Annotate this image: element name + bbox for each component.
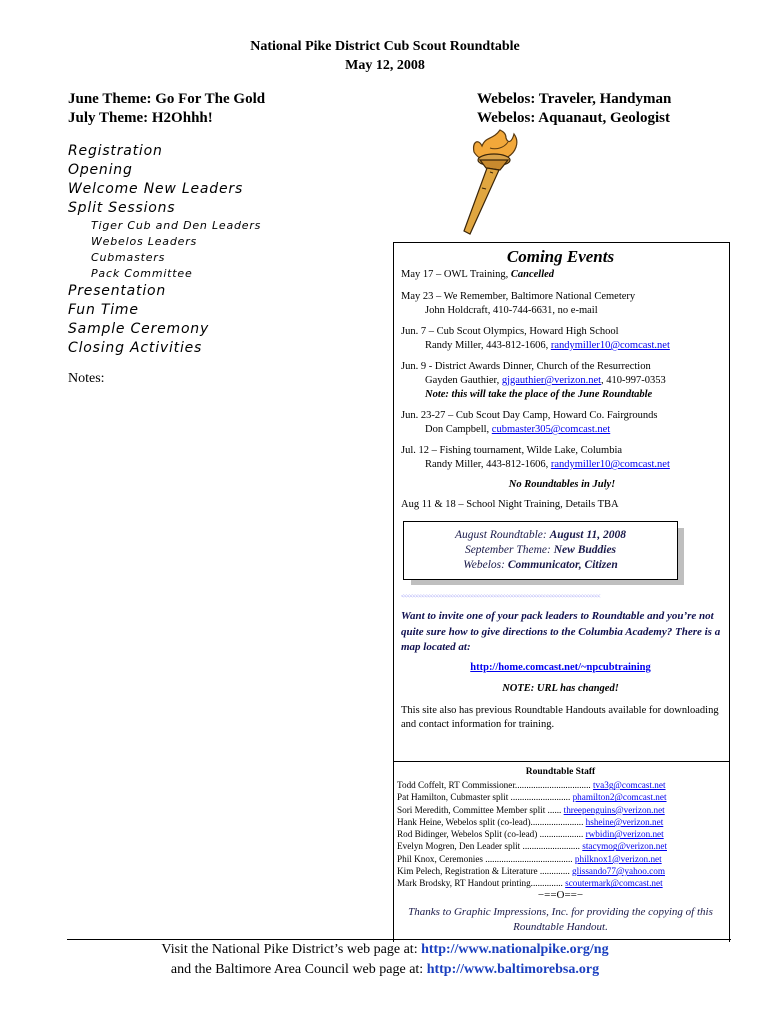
event-contact (401, 374, 723, 388)
event-owl (401, 268, 723, 282)
contact-text: Randy Miller, 443-812-1606, (425, 459, 551, 470)
webelos-july: Webelos: Aquanaut, Geologist (477, 110, 670, 126)
staff-row (397, 853, 723, 865)
event-school-night: Aug 11 & 18 – School Night Training, Details TBA (401, 499, 619, 510)
september-line (404, 543, 677, 558)
june-theme: June Theme: Go For The Gold (68, 91, 266, 107)
session-item: Tiger Cub and Den Leaders (91, 219, 262, 232)
invite-text: Want to invite one of your pack leaders to Roundtable and you’re not quite sure how to give directions to the Columbia Academy? There is a map located at: (401, 610, 721, 653)
agenda-item: Registration (68, 143, 163, 159)
agenda-item: Sample Ceremony (68, 321, 210, 337)
contact-text: Randy Miller, 443-812-1606, (425, 340, 551, 351)
event-text: May 17 – OWL Training, (401, 269, 511, 280)
contact-text: Gayden Gauthier, (425, 375, 502, 386)
event-contact: John Holdcraft, 410-744-6631, no e-mail (425, 305, 598, 316)
staff-label: Rod Bidinger, Webelos Split (co-lead) ................... (397, 829, 584, 840)
webelos-label: Webelos: (463, 559, 508, 571)
footer-line-1 (0, 942, 770, 958)
agenda-item: Opening (68, 162, 133, 178)
staff-label: Mark Brodsky, RT Handout printing.............. (397, 878, 563, 889)
event-contact (401, 423, 723, 437)
no-july-roundtables: No Roundtables in July! (508, 479, 616, 490)
staff-email-link[interactable]: stacymog@verizon.net (582, 841, 667, 852)
staff-email-link[interactable]: rwbidin@verizon.net (585, 829, 664, 840)
agenda-item: Fun Time (68, 302, 139, 318)
event-note: Note: this will take the place of the June Roundtable (425, 389, 653, 400)
september-label: September Theme: (464, 544, 554, 556)
staff-list (397, 779, 723, 890)
page-title: National Pike District Cub Scout Roundtable (250, 39, 520, 54)
site-info: This site also has previous Roundtable Handouts available for downloading and contact information for training. (401, 705, 719, 730)
agenda-item: Closing Activities (68, 340, 203, 356)
august-line (404, 528, 677, 543)
event-awards-dinner: Jun. 9 - District Awards Dinner, Church of the Resurrection (401, 361, 651, 372)
event-olympics: Jun. 7 – Cub Scout Olympics, Howard High School (401, 326, 619, 337)
staff-row (397, 828, 723, 840)
staff-email-link[interactable]: phamilton2@comcast.net (572, 792, 667, 803)
event-status: Cancelled (510, 269, 555, 280)
email-link[interactable]: gjgauthier@verizon.net (501, 375, 602, 386)
webelos-line (404, 558, 677, 573)
staff-row (397, 877, 723, 889)
august-box (403, 521, 678, 580)
staff-row (397, 816, 723, 828)
event-day-camp: Jun. 23-27 – Cub Scout Day Camp, Howard Co. Fairgrounds (401, 410, 658, 421)
staff-row (397, 840, 723, 852)
agenda-item: Presentation (68, 283, 167, 299)
email-link[interactable]: randymiller10@comcast.net (550, 340, 670, 351)
staff-email-link[interactable]: glissando77@yahoo.com (572, 866, 665, 877)
staff-email-link[interactable]: hsheine@verizon.net (585, 816, 664, 827)
invite-url (393, 662, 728, 673)
event-contact (401, 339, 723, 353)
decorative-divider: <<<<<<<<<<<<<<<<<<<<<<<<<<<<<<<<<<<<<<<<<<<<<<<<<<<<<<<<<<<<<<<<<<<<< (401, 594, 600, 600)
session-item: Cubmasters (91, 251, 166, 264)
staff-label: Hank Heine, Webelos split (co-lead)....................... (397, 816, 584, 827)
webelos-value: Communicator, Citizen (507, 559, 618, 571)
footer-rule (67, 939, 731, 940)
event-contact (401, 458, 723, 472)
session-item: Pack Committee (91, 267, 193, 280)
august-label: August Roundtable: (455, 529, 550, 541)
staff-label: Sori Meredith, Committee Member split ...... (397, 804, 562, 815)
staff-row (397, 791, 723, 803)
torch-icon (460, 128, 540, 238)
email-link[interactable]: cubmaster305@comcast.net (491, 424, 611, 435)
staff-title: Roundtable Staff (525, 767, 596, 777)
webelos-june: Webelos: Traveler, Handyman (477, 91, 672, 107)
footer-text: and the Baltimore Area Council web page at: (170, 962, 427, 977)
staff-row (397, 779, 723, 791)
footer-text: Visit the National Pike District’s web page at: (161, 942, 422, 957)
agenda-item: Split Sessions (68, 200, 176, 216)
july-theme: July Theme: H2Ohhh! (68, 110, 213, 126)
thanks-text: Thanks to Graphic Impressions, Inc. for providing the copying of this Roundtable Handout. (408, 906, 713, 933)
staff-label: Evelyn Mogren, Den Leader split ......................... (397, 841, 580, 852)
staff-label: Pat Hamilton, Cubmaster split .......................... (397, 792, 571, 803)
staff-label: Phil Knox, Ceremonies ...................................... (397, 853, 573, 864)
district-link[interactable]: http://www.nationalpike.org/ng (421, 942, 609, 957)
coming-events-title: Coming Events (506, 247, 615, 266)
page-date: May 12, 2008 (345, 58, 425, 73)
contact-text: Don Campbell, (425, 424, 492, 435)
email-link[interactable]: randymiller10@comcast.net (550, 459, 670, 470)
staff-row (397, 865, 723, 877)
staff-label: Kim Pelech, Registration & Literature ............. (397, 866, 570, 877)
notes-label: Notes: (68, 371, 105, 386)
agenda-item: Welcome New Leaders (68, 181, 244, 197)
staff-email-link[interactable]: tva3g@comcast.net (593, 780, 666, 790)
staff-email-link[interactable]: philknox1@verizon.net (574, 853, 662, 864)
event-we-remember: May 23 – We Remember, Baltimore National Cemetery (401, 291, 636, 302)
events-list (401, 268, 723, 512)
url-note: NOTE: URL has changed! (502, 683, 619, 694)
staff-row (397, 804, 723, 816)
ornament: −==O==− (537, 889, 584, 901)
map-link[interactable]: http://home.comcast.net/~npcubtraining (470, 662, 651, 673)
staff-label: Todd Coffelt, RT Commissioner................................. (397, 780, 591, 790)
september-theme: New Buddies (553, 544, 617, 556)
event-fishing: Jul. 12 – Fishing tournament, Wilde Lake, Columbia (401, 445, 623, 456)
staff-email-link[interactable]: threepenguins@verizon.net (563, 804, 665, 815)
footer-line-2 (0, 962, 770, 978)
session-item: Webelos Leaders (91, 235, 198, 248)
staff-email-link[interactable]: scoutermark@comcast.net (565, 878, 663, 889)
contact-phone: , 410-997-0353 (601, 375, 666, 386)
agenda (68, 142, 261, 358)
council-link[interactable]: http://www.baltimorebsa.org (426, 962, 600, 977)
august-date: August 11, 2008 (549, 529, 626, 541)
